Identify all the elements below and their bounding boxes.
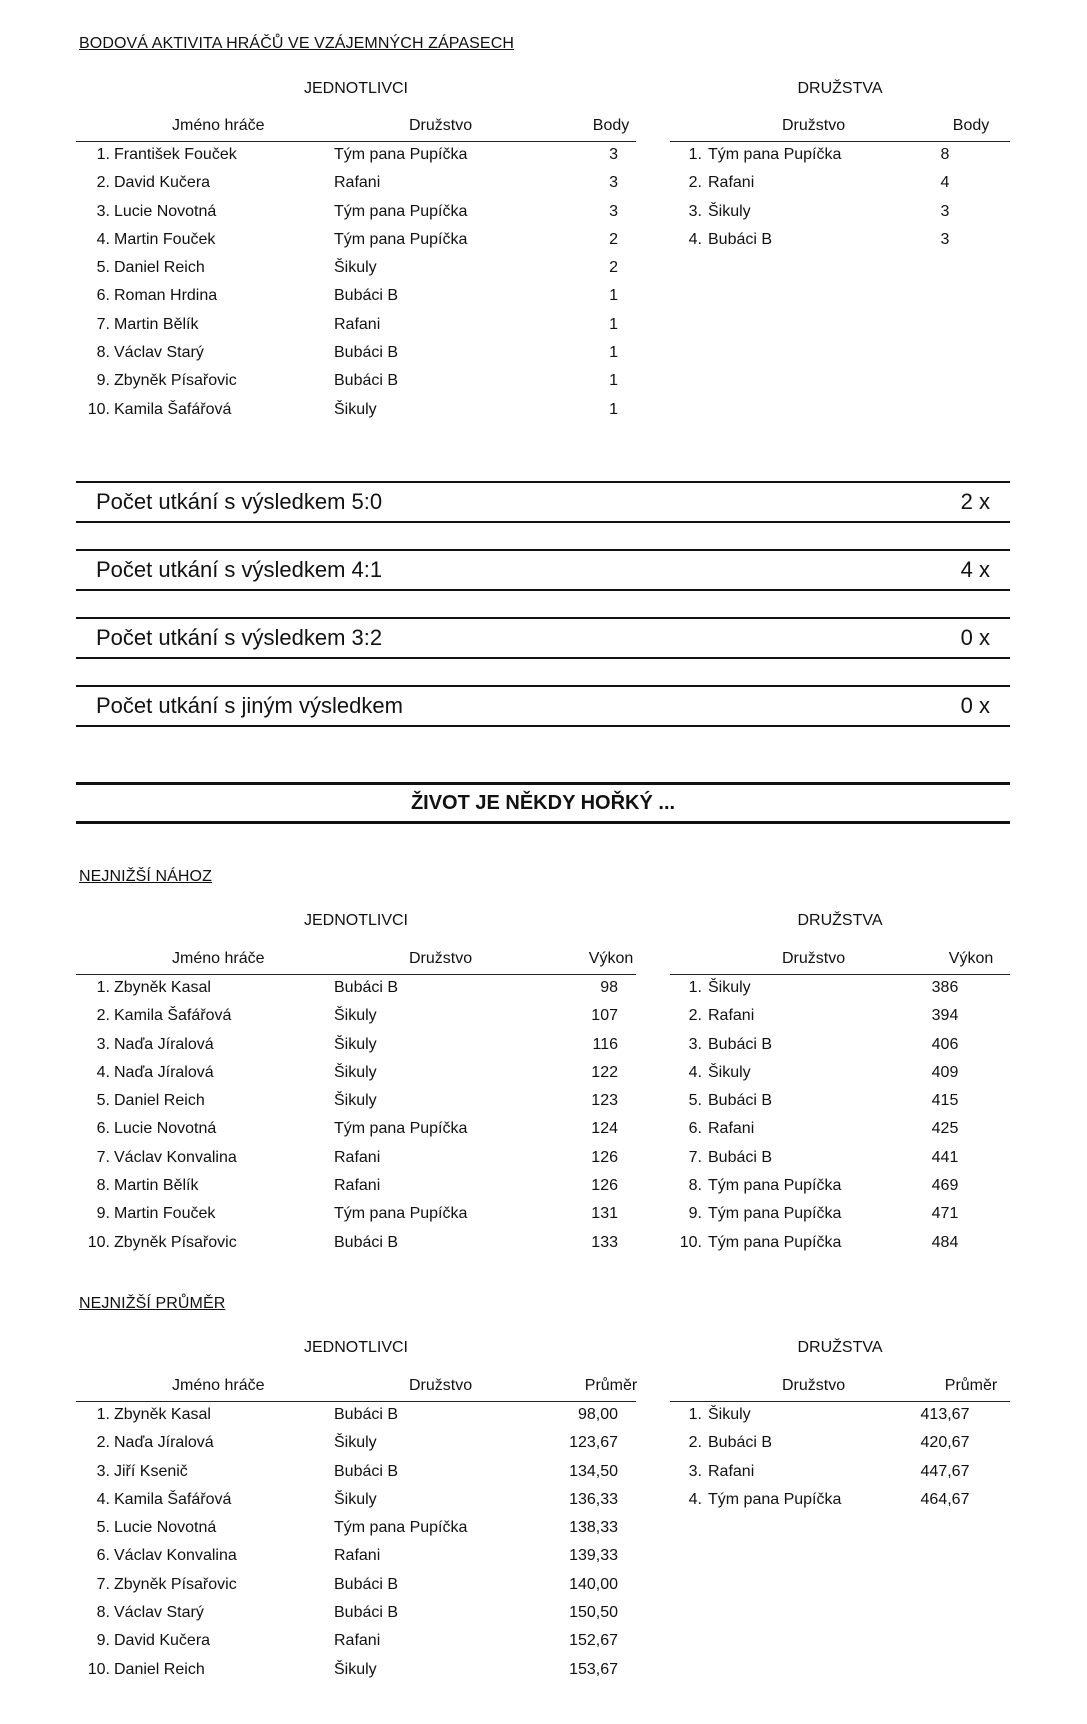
table-body	[76, 142, 636, 425]
row-value: 413,67	[920, 1406, 970, 1423]
table-header	[670, 946, 1010, 975]
row-rank: 1.	[688, 979, 702, 996]
header-team: Družstvo	[782, 1377, 846, 1394]
lowest-avg-individuals-table	[76, 1373, 636, 1685]
lowest-throw-individuals-table	[76, 946, 636, 1258]
row-rank: 4.	[688, 1490, 702, 1508]
table-row	[670, 1003, 1010, 1031]
row-value: 394	[931, 1007, 959, 1025]
row-value: 124	[591, 1120, 618, 1138]
team-name: Tým pana Pupíčka	[708, 1490, 842, 1508]
row-rank: 4.	[96, 1490, 110, 1508]
team-name: Šikuly	[708, 1406, 751, 1423]
result-count-value: 2 x	[960, 489, 990, 514]
lowest-throw-teams-heading: DRUŽSTVA	[797, 912, 883, 929]
team-name: Šikuly	[334, 400, 377, 418]
table-row	[76, 1173, 636, 1201]
row-value: 8	[940, 146, 950, 163]
row-value: 150,50	[569, 1604, 618, 1622]
table-row	[76, 368, 636, 396]
row-value: 441	[931, 1148, 959, 1166]
player-name: Naďa Jíralová	[114, 1063, 214, 1081]
row-value: 464,67	[920, 1490, 970, 1508]
row-rank: 8.	[688, 1177, 702, 1195]
player-name: Václav Starý	[114, 344, 204, 362]
lowest-throw-individuals-heading: JEDNOTLIVCI	[303, 912, 408, 929]
row-value: 484	[931, 1233, 959, 1251]
row-rank: 10.	[679, 1233, 702, 1251]
player-name: Martin Bělík	[114, 315, 199, 333]
row-rank: 1.	[96, 1406, 110, 1423]
team-name: Tým pana Pupíčka	[708, 146, 842, 163]
team-name: Šikuly	[334, 259, 377, 277]
player-name: Lucie Novotná	[114, 1120, 217, 1138]
row-value: 98,00	[577, 1406, 618, 1423]
row-rank: 7.	[688, 1148, 702, 1166]
player-name: Martin Bělík	[114, 1177, 199, 1195]
header-performance: Výkon	[948, 950, 994, 967]
row-rank: 3.	[96, 202, 110, 220]
team-name: Bubáci B	[708, 1148, 773, 1166]
header-team: Družstvo	[409, 950, 473, 967]
player-name: David Kučera	[114, 1632, 211, 1650]
lowest-throw-section-title: NEJNIŽŠÍ NÁHOZ	[79, 868, 212, 885]
team-name: Rafani	[334, 1148, 381, 1166]
row-rank: 6.	[688, 1120, 702, 1138]
table-row	[76, 1572, 636, 1600]
row-value: 420,67	[920, 1434, 970, 1452]
row-value: 134,50	[569, 1462, 618, 1480]
row-rank: 1.	[688, 1406, 702, 1423]
player-name: Daniel Reich	[114, 259, 205, 277]
team-name: Tým pana Pupíčka	[708, 1177, 842, 1195]
table-header	[76, 113, 636, 142]
table-row	[670, 199, 1010, 227]
table-header	[76, 1373, 636, 1402]
team-name: Rafani	[708, 1120, 755, 1138]
table-header	[670, 1373, 1010, 1402]
table-body	[670, 975, 1010, 1258]
row-value: 3	[609, 202, 618, 220]
header-average: Průměr	[584, 1377, 638, 1394]
table-body	[670, 1402, 1010, 1515]
header-points: Body	[592, 117, 630, 134]
table-body	[76, 975, 636, 1258]
row-rank: 9.	[688, 1205, 702, 1223]
table-row	[670, 1060, 1010, 1088]
header-player-name: Jméno hráče	[172, 117, 265, 134]
result-count-label: Počet utkání s jiným výsledkem	[96, 693, 403, 718]
row-value: 98	[600, 979, 618, 996]
points-individuals-heading: JEDNOTLIVCI	[303, 80, 408, 97]
row-rank: 2.	[96, 1007, 110, 1025]
table-row	[670, 1430, 1010, 1458]
table-row	[670, 1032, 1010, 1060]
table-row	[76, 170, 636, 198]
table-row	[670, 1459, 1010, 1487]
team-name: Bubáci B	[334, 372, 399, 390]
result-count-value: 0 x	[960, 693, 990, 718]
row-value: 153,67	[569, 1660, 618, 1678]
team-name: Rafani	[334, 1632, 381, 1650]
row-value: 126	[591, 1148, 618, 1166]
header-team: Družstvo	[782, 117, 846, 134]
player-name: Jiří Ksenič	[114, 1462, 188, 1480]
row-value: 123	[591, 1092, 618, 1110]
row-rank: 9.	[96, 372, 110, 390]
team-name: Rafani	[708, 1007, 755, 1025]
result-count-value: 0 x	[960, 625, 990, 650]
table-row	[76, 1060, 636, 1088]
row-value: 415	[931, 1092, 959, 1110]
header-performance: Výkon	[588, 950, 634, 967]
team-name: Tým pana Pupíčka	[334, 1519, 468, 1537]
row-value: 4	[940, 174, 950, 192]
row-value: 139,33	[569, 1547, 618, 1565]
row-rank: 2.	[688, 174, 702, 192]
table-row	[670, 170, 1010, 198]
row-value: 2	[609, 230, 618, 248]
team-name: Tým pana Pupíčka	[334, 230, 468, 248]
row-rank: 3.	[688, 1035, 702, 1053]
team-name: Bubáci B	[334, 979, 399, 996]
table-header	[76, 946, 636, 975]
table-body	[76, 1402, 636, 1685]
team-name: Rafani	[334, 1177, 381, 1195]
table-row	[670, 1088, 1010, 1116]
row-rank: 7.	[96, 1148, 110, 1166]
row-rank: 6.	[96, 1547, 110, 1565]
table-row	[670, 1145, 1010, 1173]
table-row	[76, 1430, 636, 1458]
row-rank: 10.	[87, 1233, 110, 1251]
table-row	[670, 1116, 1010, 1144]
table-row	[76, 1515, 636, 1543]
row-rank: 1.	[96, 146, 110, 163]
row-rank: 6.	[96, 1120, 110, 1138]
table-row	[76, 1088, 636, 1116]
team-name: Bubáci B	[334, 1604, 399, 1622]
team-name: Bubáci B	[708, 1434, 773, 1452]
team-name: Šikuly	[708, 1063, 751, 1081]
table-row	[670, 227, 1010, 255]
row-rank: 5.	[688, 1092, 702, 1110]
row-value: 1	[609, 400, 618, 418]
table-row	[76, 1116, 636, 1144]
row-value: 152,67	[569, 1632, 618, 1650]
team-name: Šikuly	[708, 202, 751, 220]
table-row	[670, 142, 1010, 170]
points-teams-table	[670, 113, 1010, 255]
row-rank: 10.	[87, 400, 110, 418]
team-name: Tým pana Pupíčka	[708, 1205, 842, 1223]
player-name: Václav Konvalina	[114, 1148, 237, 1166]
player-name: Zbyněk Písařovic	[114, 372, 237, 390]
row-rank: 10.	[87, 1660, 110, 1678]
row-value: 3	[609, 174, 618, 192]
result-count-label: Počet utkání s výsledkem 5:0	[96, 489, 383, 514]
table-row	[76, 1628, 636, 1656]
player-name: Naďa Jíralová	[114, 1035, 214, 1053]
row-value: 126	[591, 1177, 618, 1195]
player-name: Naďa Jíralová	[114, 1434, 214, 1452]
team-name: Rafani	[334, 1547, 381, 1565]
team-name: Bubáci B	[708, 1035, 773, 1053]
team-name: Bubáci B	[708, 1092, 773, 1110]
team-name: Bubáci B	[708, 230, 773, 248]
team-name: Tým pana Pupíčka	[334, 202, 468, 220]
row-rank: 8.	[96, 1604, 110, 1622]
table-row	[670, 1230, 1010, 1258]
team-name: Šikuly	[334, 1490, 377, 1508]
row-rank: 3.	[96, 1462, 110, 1480]
table-row	[76, 1003, 636, 1031]
row-rank: 2.	[688, 1434, 702, 1452]
row-value: 1	[609, 287, 618, 305]
table-row	[76, 255, 636, 283]
player-name: Kamila Šafářová	[114, 1490, 232, 1508]
table-row	[76, 1487, 636, 1515]
row-rank: 3.	[688, 202, 702, 220]
player-name: Kamila Šafářová	[114, 1007, 232, 1025]
table-row	[76, 975, 636, 1003]
row-rank: 8.	[96, 1177, 110, 1195]
table-row	[76, 199, 636, 227]
row-rank: 7.	[96, 1575, 110, 1593]
team-name: Šikuly	[334, 1007, 377, 1025]
row-value: 386	[931, 979, 959, 996]
row-rank: 7.	[96, 315, 110, 333]
table-row	[76, 1201, 636, 1229]
player-name: Lucie Novotná	[114, 202, 217, 220]
row-value: 136,33	[569, 1490, 618, 1508]
row-value: 447,67	[920, 1462, 970, 1480]
player-name: Daniel Reich	[114, 1092, 205, 1110]
table-row	[670, 1402, 1010, 1430]
table-row	[76, 1145, 636, 1173]
row-rank: 2.	[96, 1434, 110, 1452]
row-value: 138,33	[569, 1519, 618, 1537]
table-row	[76, 142, 636, 170]
team-name: Bubáci B	[334, 1575, 399, 1593]
row-value: 131	[591, 1205, 618, 1223]
team-name: Šikuly	[334, 1434, 377, 1452]
header-average: Průměr	[944, 1377, 998, 1394]
team-name: Šikuly	[334, 1092, 377, 1110]
team-name: Šikuly	[334, 1063, 377, 1081]
header-team: Družstvo	[409, 1377, 473, 1394]
result-count-value: 4 x	[960, 557, 990, 582]
player-name: Zbyněk Písařovic	[114, 1575, 237, 1593]
table-header	[670, 113, 1010, 142]
table-row	[670, 975, 1010, 1003]
player-name: František Fouček	[114, 146, 237, 163]
player-name: Martin Fouček	[114, 1205, 216, 1223]
row-rank: 4.	[688, 230, 702, 248]
row-rank: 9.	[96, 1632, 110, 1650]
row-value: 469	[931, 1177, 959, 1195]
points-individuals-table	[76, 113, 636, 425]
row-rank: 2.	[96, 174, 110, 192]
table-row	[76, 283, 636, 311]
team-name: Šikuly	[334, 1035, 377, 1053]
row-rank: 5.	[96, 259, 110, 277]
table-row	[76, 1459, 636, 1487]
row-rank: 1.	[688, 146, 702, 163]
row-rank: 2.	[688, 1007, 702, 1025]
player-name: Václav Konvalina	[114, 1547, 237, 1565]
team-name: Šikuly	[334, 1660, 377, 1678]
team-name: Tým pana Pupíčka	[334, 1205, 468, 1223]
row-value: 425	[931, 1120, 959, 1138]
team-name: Rafani	[708, 174, 755, 192]
team-name: Bubáci B	[334, 1406, 399, 1423]
row-rank: 3.	[96, 1035, 110, 1053]
row-value: 107	[591, 1007, 618, 1025]
row-rank: 6.	[96, 287, 110, 305]
result-count-3-2	[76, 617, 1010, 659]
row-rank: 8.	[96, 344, 110, 362]
team-name: Bubáci B	[334, 344, 399, 362]
team-name: Bubáci B	[334, 1462, 399, 1480]
row-rank: 1.	[96, 979, 110, 996]
player-name: Roman Hrdina	[114, 287, 218, 305]
row-value: 409	[931, 1063, 959, 1081]
row-value: 3	[940, 230, 950, 248]
points-teams-heading: DRUŽSTVA	[797, 80, 883, 97]
lowest-avg-teams-table	[670, 1373, 1010, 1515]
team-name: Rafani	[334, 315, 381, 333]
lowest-throw-teams-table	[670, 946, 1010, 1258]
player-name: Zbyněk Písařovic	[114, 1233, 237, 1251]
header-points: Body	[952, 117, 990, 134]
points-section-title: BODOVÁ AKTIVITA HRÁČŮ VE VZÁJEMNÝCH ZÁPASECH	[79, 35, 515, 52]
table-row	[76, 1543, 636, 1571]
row-value: 116	[592, 1035, 618, 1053]
table-row	[670, 1173, 1010, 1201]
team-name: Šikuly	[708, 979, 751, 996]
lowest-avg-section-title: NEJNIŽŠÍ PRŮMĚR	[79, 1295, 226, 1312]
table-row	[670, 1487, 1010, 1515]
table-row	[76, 312, 636, 340]
header-player-name: Jméno hráče	[172, 1377, 265, 1394]
result-count-label: Počet utkání s výsledkem 3:2	[96, 625, 383, 650]
result-count-label: Počet utkání s výsledkem 4:1	[96, 557, 383, 582]
lowest-avg-teams-heading: DRUŽSTVA	[797, 1339, 883, 1356]
team-name: Bubáci B	[334, 287, 399, 305]
result-count-other	[76, 685, 1010, 727]
player-name: Lucie Novotná	[114, 1519, 217, 1537]
table-row	[76, 1230, 636, 1258]
table-row	[76, 397, 636, 425]
player-name: Kamila Šafářová	[114, 400, 232, 418]
row-value: 3	[940, 202, 950, 220]
row-rank: 9.	[96, 1205, 110, 1223]
row-value: 122	[591, 1063, 618, 1081]
row-value: 133	[591, 1233, 618, 1251]
row-value: 1	[609, 315, 618, 333]
row-value: 123,67	[569, 1434, 618, 1452]
team-name: Tým pana Pupíčka	[334, 146, 468, 163]
row-value: 2	[609, 259, 618, 277]
team-name: Tým pana Pupíčka	[334, 1120, 468, 1138]
result-count-5-0	[76, 481, 1010, 523]
header-player-name: Jméno hráče	[172, 950, 265, 967]
table-row	[76, 227, 636, 255]
table-row	[76, 1600, 636, 1628]
player-name: Zbyněk Kasal	[114, 1406, 211, 1423]
header-team: Družstvo	[782, 950, 846, 967]
row-rank: 5.	[96, 1092, 110, 1110]
row-value: 1	[609, 344, 618, 362]
row-value: 471	[931, 1205, 959, 1223]
team-name: Rafani	[334, 174, 381, 192]
player-name: Daniel Reich	[114, 1660, 205, 1678]
table-row	[670, 1201, 1010, 1229]
row-rank: 5.	[96, 1519, 110, 1537]
team-name: Tým pana Pupíčka	[708, 1233, 842, 1251]
player-name: Václav Starý	[114, 1604, 204, 1622]
row-value: 1	[609, 372, 618, 390]
lowest-avg-individuals-heading: JEDNOTLIVCI	[303, 1339, 408, 1356]
row-rank: 4.	[96, 1063, 110, 1081]
table-row	[76, 1032, 636, 1060]
player-name: David Kučera	[114, 174, 211, 192]
row-value: 140,00	[569, 1575, 618, 1593]
table-row	[76, 1657, 636, 1685]
player-name: Zbyněk Kasal	[114, 979, 211, 996]
team-name: Bubáci B	[334, 1233, 399, 1251]
result-count-4-1	[76, 549, 1010, 591]
banner: ŽIVOT JE NĚKDY HOŘKÝ ...	[76, 782, 1010, 824]
row-rank: 4.	[688, 1063, 702, 1081]
table-row	[76, 1402, 636, 1430]
row-rank: 4.	[96, 230, 110, 248]
header-team: Družstvo	[409, 117, 473, 134]
player-name: Martin Fouček	[114, 230, 216, 248]
team-name: Rafani	[708, 1462, 755, 1480]
table-row	[76, 340, 636, 368]
row-value: 406	[931, 1035, 959, 1053]
table-body	[670, 142, 1010, 255]
row-value: 3	[609, 146, 618, 163]
row-rank: 3.	[688, 1462, 702, 1480]
